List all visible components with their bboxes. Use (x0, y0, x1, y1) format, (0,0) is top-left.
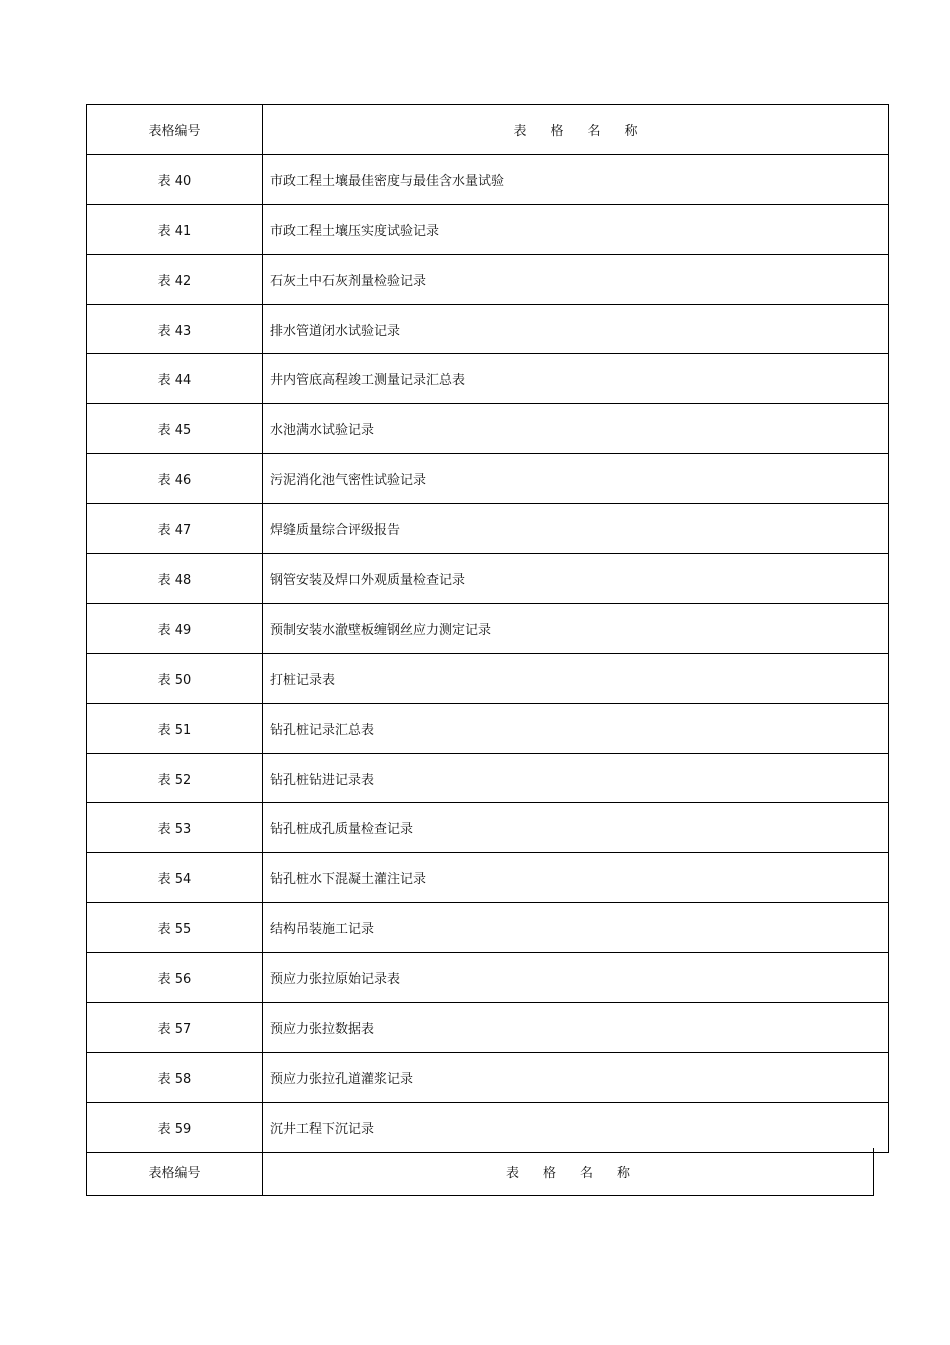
header-char: 格 (550, 123, 564, 139)
header-form-code: 表格编号 (87, 1148, 263, 1196)
form-code: 表 51 (87, 703, 263, 753)
header-char: 名 (587, 123, 601, 139)
form-code: 表 45 (87, 404, 263, 454)
form-name: 水池满水试验记录 (263, 404, 889, 454)
table-row (87, 1102, 889, 1152)
table-row (87, 653, 889, 703)
form-name: 沉井工程下沉记录 (263, 1102, 889, 1152)
form-name: 预应力张拉孔道灌浆记录 (263, 1052, 889, 1102)
table-row (87, 504, 889, 554)
table-row (87, 254, 889, 304)
form-name: 排水管道闭水试验记录 (263, 304, 889, 354)
table-row (87, 803, 889, 853)
table-row (87, 903, 889, 953)
table-row (87, 603, 889, 653)
form-code: 表 40 (87, 154, 263, 204)
form-code: 表 41 (87, 204, 263, 254)
form-code: 表 48 (87, 554, 263, 604)
form-name: 预制安装水澈壁板缠钢丝应力测定记录 (263, 603, 889, 653)
form-name: 预应力张拉原始记录表 (263, 953, 889, 1003)
form-code: 表 58 (87, 1052, 263, 1102)
form-code: 表 46 (87, 454, 263, 504)
form-code: 表 53 (87, 803, 263, 853)
form-name: 钻孔桩成孔质量检查记录 (263, 803, 889, 853)
form-name: 钻孔桩记录汇总表 (263, 703, 889, 753)
form-name: 焊缝质量综合评级报告 (263, 504, 889, 554)
table-row (87, 354, 889, 404)
form-code: 表 52 (87, 753, 263, 803)
form-code: 表 44 (87, 354, 263, 404)
form-code: 表 43 (87, 304, 263, 354)
header-char: 格 (542, 1166, 556, 1181)
header-char: 名 (580, 1166, 594, 1181)
form-code: 表 57 (87, 1003, 263, 1053)
form-name: 钻孔桩水下混凝土灌注记录 (263, 853, 889, 903)
form-name: 市政工程土壤压实度试验记录 (263, 204, 889, 254)
table-row (87, 1003, 889, 1053)
form-name: 污泥消化池气密性试验记录 (263, 454, 889, 504)
table-row (87, 753, 889, 803)
table-header-row (87, 1148, 874, 1196)
form-code: 表 59 (87, 1102, 263, 1152)
form-name: 石灰土中石灰剂量检验记录 (263, 254, 889, 304)
table-row (87, 554, 889, 604)
form-name: 结构吊装施工记录 (263, 903, 889, 953)
continued-header-table (86, 1148, 874, 1196)
form-code: 表 42 (87, 254, 263, 304)
table-header-row (87, 105, 889, 155)
header-char: 称 (617, 1166, 631, 1181)
table-row (87, 1052, 889, 1102)
table-row (87, 703, 889, 753)
header-form-code: 表格编号 (87, 105, 263, 155)
form-code: 表 54 (87, 853, 263, 903)
header-char: 表 (513, 123, 527, 139)
table-row (87, 454, 889, 504)
form-name: 钻孔桩钻进记录表 (263, 753, 889, 803)
header-char: 表 (505, 1166, 519, 1181)
form-name: 打桩记录表 (263, 653, 889, 703)
header-char: 称 (624, 123, 638, 139)
forms-index-table (86, 104, 889, 1153)
table-row (87, 853, 889, 903)
table-row (87, 154, 889, 204)
header-form-name (263, 1148, 874, 1196)
table-row (87, 404, 889, 454)
form-code: 表 50 (87, 653, 263, 703)
header-form-name (263, 105, 889, 155)
form-code: 表 47 (87, 504, 263, 554)
form-code: 表 49 (87, 603, 263, 653)
form-code: 表 55 (87, 903, 263, 953)
table-row (87, 953, 889, 1003)
form-name: 井内管底高程竣工测量记录汇总表 (263, 354, 889, 404)
form-name: 市政工程土壤最佳密度与最佳含水量试验 (263, 154, 889, 204)
form-name: 钢管安装及焊口外观质量检查记录 (263, 554, 889, 604)
form-name: 预应力张拉数据表 (263, 1003, 889, 1053)
form-code: 表 56 (87, 953, 263, 1003)
table-row (87, 204, 889, 254)
table-row (87, 304, 889, 354)
